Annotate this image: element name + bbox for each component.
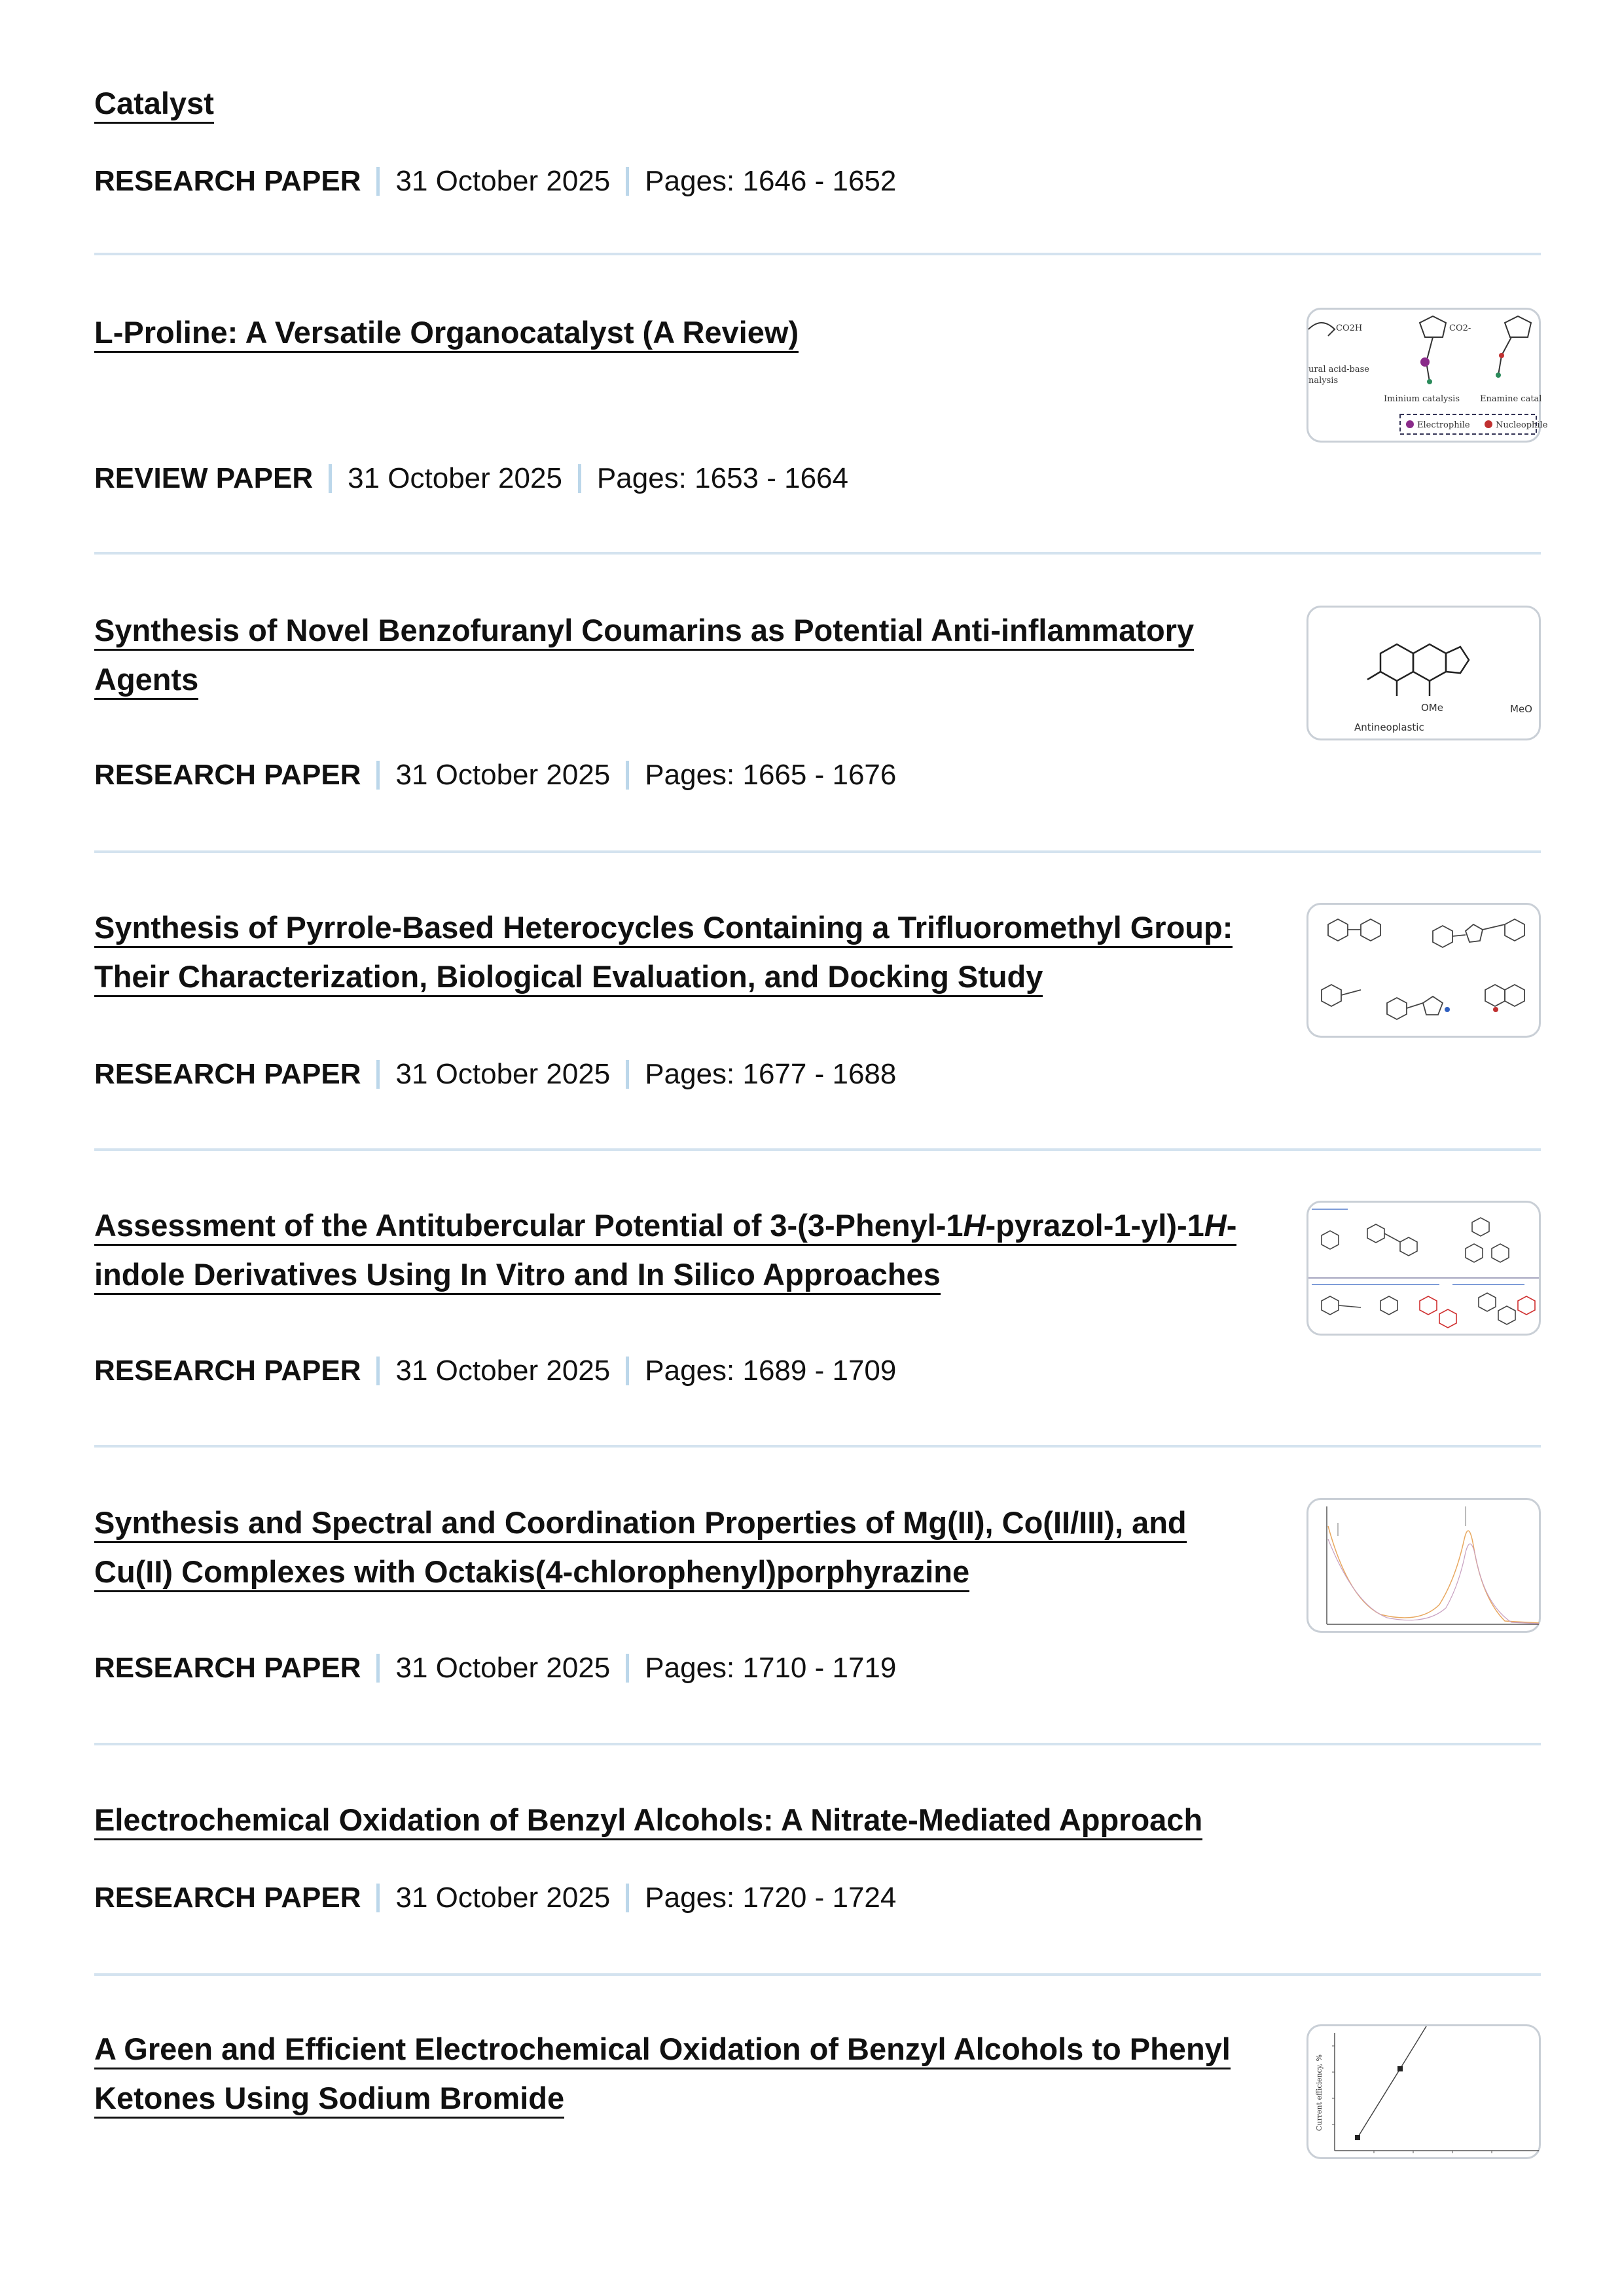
svg-text:Electrophile: Electrophile (1417, 420, 1470, 430)
article-pages: Pages: 1665 - 1676 (645, 759, 897, 791)
antitubercular-structures-icon (1308, 1203, 1539, 1334)
article-meta (94, 1355, 896, 1387)
meta-separator (376, 1884, 380, 1912)
article-pages: Pages: 1689 - 1709 (645, 1355, 897, 1387)
article-pages: Pages: 1710 - 1719 (645, 1652, 897, 1684)
article-title-text: Synthesis of Novel Benzofuranyl Coumarins as Potential Anti-inflammatory Agents (94, 613, 1194, 700)
svg-text:CO2-: CO2- (1449, 323, 1471, 333)
article-title-link[interactable] (94, 2024, 1272, 2123)
article-date: 31 October 2025 (348, 462, 562, 494)
organocatalysis-scheme-icon (1308, 310, 1548, 441)
meta-separator (376, 167, 380, 196)
meta-separator (376, 1060, 380, 1089)
article-date: 31 October 2025 (395, 1058, 611, 1090)
article-type: RESEARCH PAPER (94, 1652, 361, 1684)
article-meta (94, 1058, 896, 1091)
article-thumbnail[interactable] (1307, 308, 1548, 443)
article-meta (94, 165, 896, 198)
article-pages: Pages: 1653 - 1664 (596, 462, 848, 494)
meta-separator (329, 464, 332, 493)
article-type: RESEARCH PAPER (94, 1355, 361, 1387)
meta-separator (376, 1654, 380, 1683)
article-type: RESEARCH PAPER (94, 1058, 361, 1090)
article-meta (94, 462, 848, 495)
article-date: 31 October 2025 (395, 759, 611, 791)
article-date: 31 October 2025 (395, 1882, 611, 1914)
article-item (94, 1498, 1541, 1745)
svg-text:nalysis: nalysis (1308, 376, 1339, 386)
article-meta (94, 1652, 896, 1685)
article-type: RESEARCH PAPER (94, 1882, 361, 1914)
current-efficiency-plot-icon (1308, 2026, 1539, 2157)
svg-text:MeO: MeO (1510, 703, 1532, 715)
svg-text:Antineoplastic: Antineoplastic (1354, 721, 1424, 733)
article-item (94, 1201, 1541, 1448)
article-thumbnail[interactable] (1307, 606, 1541, 740)
article-item (94, 606, 1541, 853)
article-pages: Pages: 1677 - 1688 (645, 1058, 897, 1090)
article-meta (94, 759, 896, 792)
meta-separator (626, 1654, 629, 1683)
svg-text:Current efficiency, %: Current efficiency, % (1315, 2054, 1324, 2131)
article-item (94, 1795, 1541, 1976)
article-thumbnail[interactable] (1307, 2024, 1541, 2159)
meta-separator (626, 761, 629, 790)
article-type: REVIEW PAPER (94, 462, 314, 494)
article-date: 31 October 2025 (395, 1355, 611, 1387)
article-title-link[interactable] (94, 79, 1272, 128)
article-type: RESEARCH PAPER (94, 759, 361, 791)
article-item (94, 2024, 1541, 2240)
article-title-link[interactable] (94, 606, 1272, 704)
meta-separator (626, 1357, 629, 1385)
article-title-text: Electrochemical Oxidation of Benzyl Alcohols: A Nitrate-Mediated Approach (94, 1802, 1202, 1840)
article-title-link[interactable] (94, 1498, 1272, 1596)
svg-text:OMe: OMe (1421, 702, 1443, 714)
meta-separator (578, 464, 581, 493)
article-thumbnail[interactable] (1307, 903, 1541, 1038)
article-meta (94, 1882, 896, 1914)
coumarin-structure-icon (1308, 608, 1539, 738)
absorption-spectrum-icon (1308, 1500, 1539, 1631)
article-pages: Pages: 1646 - 1652 (645, 165, 897, 197)
article-thumbnail[interactable] (1307, 1498, 1541, 1633)
article-date: 31 October 2025 (395, 165, 611, 197)
article-title-link[interactable] (94, 1795, 1272, 1844)
svg-text:Nucleophile: Nucleophile (1496, 420, 1548, 430)
meta-separator (626, 1884, 629, 1912)
article-title-text: Synthesis and Spectral and Coordination Properties of Mg(II), Co(II/III), and Cu(II) Complexes with Octakis(4-chlorophenyl)porphyrazine (94, 1505, 1187, 1592)
meta-separator (626, 167, 629, 196)
article-title-text: Assessment of the Antitubercular Potential of 3-(3-Phenyl-1H-pyrazol-1-yl)-1H-indole Derivatives Using In Vitro and In Silico Approaches (94, 1208, 1236, 1295)
article-title-link[interactable] (94, 308, 1272, 357)
article-item (94, 79, 1541, 255)
meta-separator (376, 1357, 380, 1385)
svg-text:CO2H: CO2H (1336, 323, 1363, 333)
svg-text:Iminium catalysis: Iminium catalysis (1384, 394, 1460, 404)
article-pages: Pages: 1720 - 1724 (645, 1882, 897, 1914)
article-thumbnail[interactable] (1307, 1201, 1541, 1336)
meta-separator (376, 761, 380, 790)
pyrrole-structures-icon (1308, 905, 1539, 1036)
article-title-text: Catalyst (94, 86, 214, 124)
article-date: 31 October 2025 (395, 1652, 611, 1684)
article-title-text: Synthesis of Pyrrole-Based Heterocycles Containing a Trifluoromethyl Group: Their Characterization, Biological Evaluation, and Docking Study (94, 910, 1233, 997)
article-title-text: L-Proline: A Versatile Organocatalyst (A Review) (94, 315, 799, 353)
meta-separator (626, 1060, 629, 1089)
article-type: RESEARCH PAPER (94, 165, 361, 197)
article-title-link[interactable] (94, 903, 1272, 1001)
article-title-text: A Green and Efficient Electrochemical Oxidation of Benzyl Alcohols to Phenyl Ketones Using Sodium Bromide (94, 2032, 1231, 2119)
svg-text:ural acid-base: ural acid-base (1308, 365, 1369, 374)
article-item (94, 903, 1541, 1151)
article-title-link[interactable] (94, 1201, 1272, 1299)
svg-text:Enamine catal: Enamine catal (1480, 394, 1542, 404)
article-item (94, 308, 1548, 555)
